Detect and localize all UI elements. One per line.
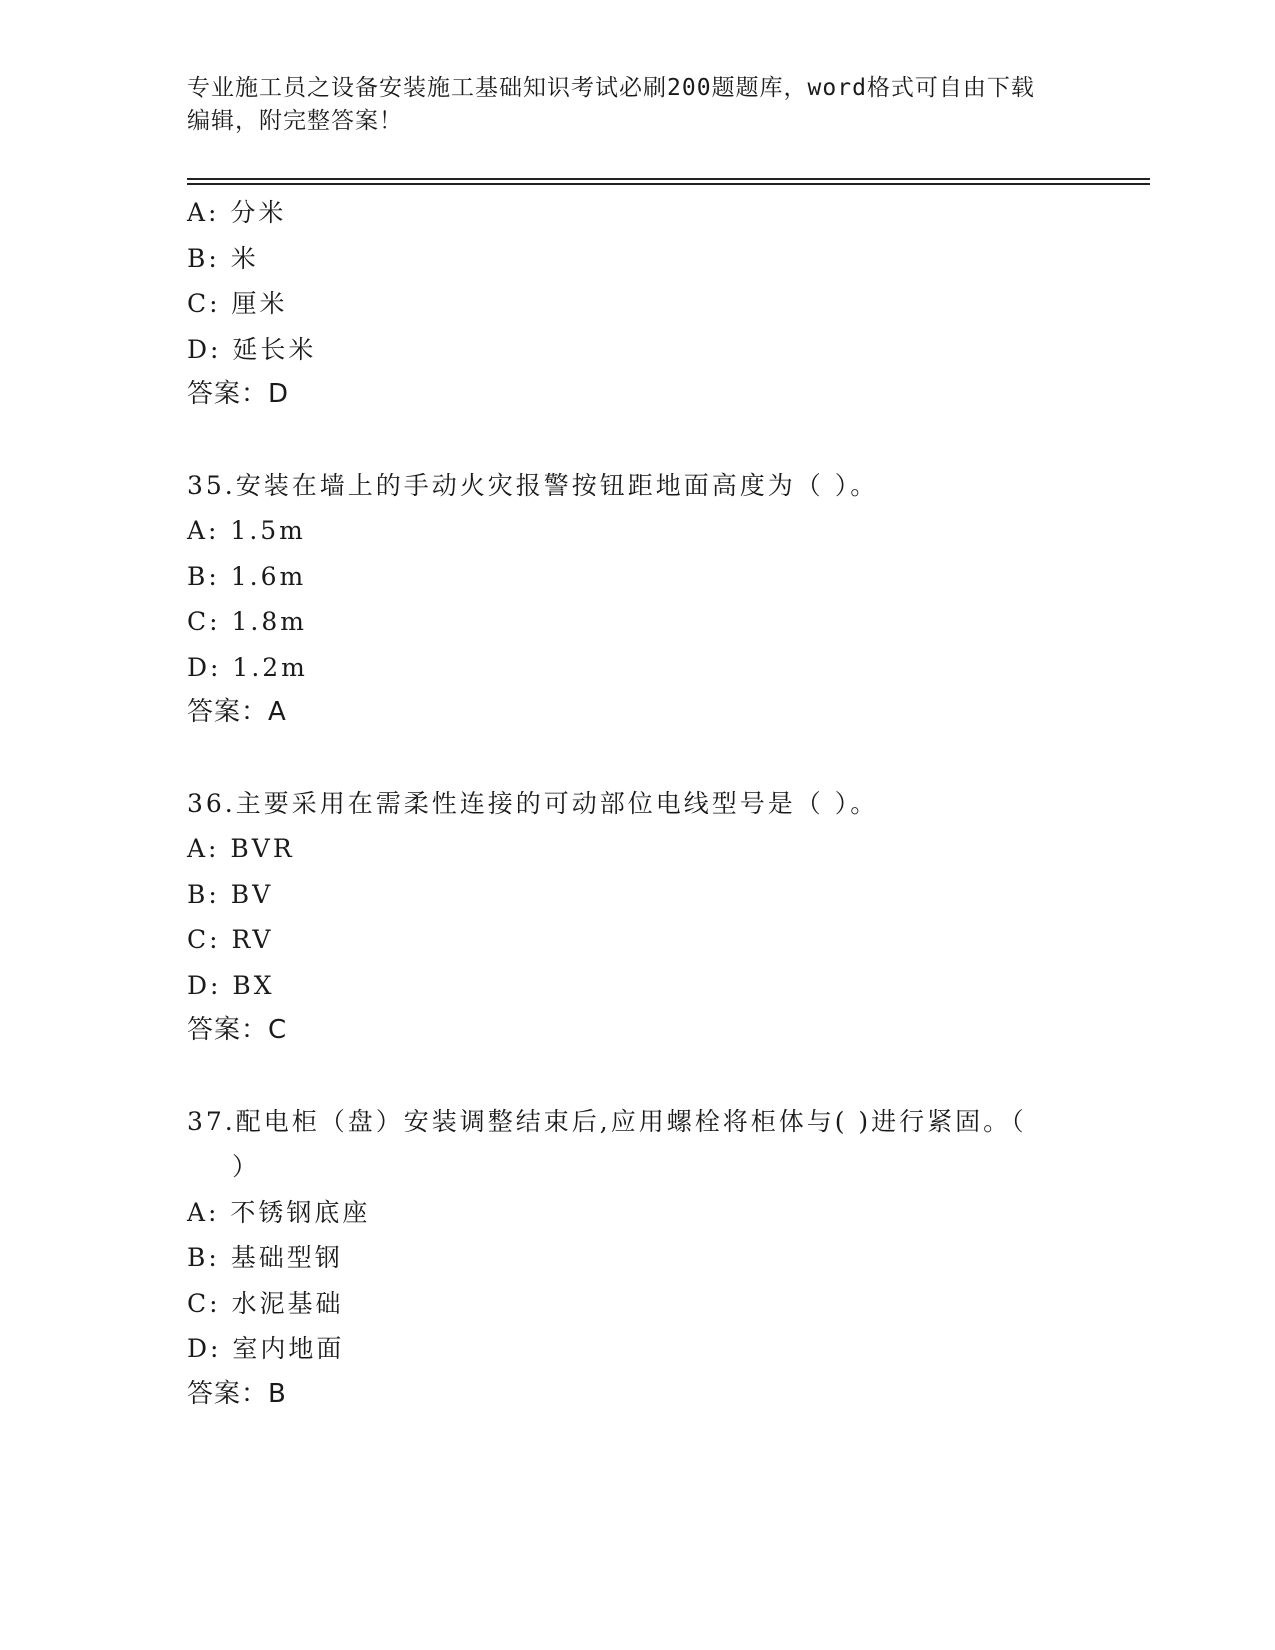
question-text xyxy=(187,1099,1087,1190)
question-36 xyxy=(187,781,1087,1054)
spacer xyxy=(187,418,1087,463)
answer: 答案：D xyxy=(187,379,290,409)
spacer xyxy=(187,1054,1087,1099)
option-c: C: RV xyxy=(187,925,274,954)
question-34 xyxy=(187,190,1087,418)
header-divider-top xyxy=(187,178,1150,180)
option-c: C: 水泥基础 xyxy=(187,1288,344,1318)
option-b: B: 1.6m xyxy=(187,561,307,591)
option-b: B: 基础型钢 xyxy=(187,1243,343,1272)
option-b: B: 米 xyxy=(187,243,259,273)
header-line-1: 专业施工员之设备安装施工基础知识考试必刷200题题库，word格式可自由下载 xyxy=(187,75,1035,101)
option-a: A: BVR xyxy=(187,834,295,863)
option-d: D: 延长米 xyxy=(187,334,317,364)
option-d: D: 室内地面 xyxy=(187,1334,345,1363)
document-header xyxy=(187,72,1087,138)
option-c: C: 1.8m xyxy=(187,607,307,636)
question-text: 35.安装在墙上的手动火灾报警按钮距地面高度为（ ）。 xyxy=(187,470,879,500)
option-b: B: BV xyxy=(187,879,274,909)
answer: 答案：A xyxy=(187,697,287,727)
answer: 答案：B xyxy=(187,1378,287,1409)
question-text: 36.主要采用在需柔性连接的可动部位电线型号是（ ）。 xyxy=(187,788,879,818)
question-text-line-1: 37.配电柜（盘）安装调整结束后,应用螺栓将柜体与( )进行紧固。（ xyxy=(187,1106,1027,1136)
question-text-line-2: ） xyxy=(232,1152,261,1181)
option-d: D: 1.2m xyxy=(187,652,308,682)
question-list xyxy=(187,190,1087,1417)
question-37 xyxy=(187,1099,1087,1418)
option-a: A: 1.5m xyxy=(187,516,306,545)
option-d: D: BX xyxy=(187,970,275,1000)
answer: 答案：C xyxy=(187,1015,288,1045)
header-divider-bottom xyxy=(187,183,1150,185)
question-35 xyxy=(187,463,1087,736)
option-c: C: 厘米 xyxy=(187,289,288,318)
option-a: A: 不锈钢底座 xyxy=(187,1197,371,1227)
header-line-2: 编辑，附完整答案！ xyxy=(187,108,403,134)
spacer xyxy=(187,736,1087,781)
option-a: A: 分米 xyxy=(187,198,287,227)
